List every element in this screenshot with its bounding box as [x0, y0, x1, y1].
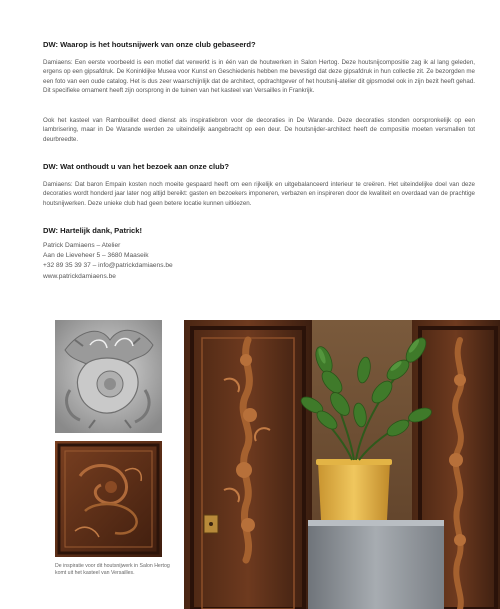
interior-photo — [184, 320, 500, 609]
carved-panel-illustration — [55, 441, 162, 557]
interior-illustration — [184, 320, 500, 609]
carved-panel-photo — [55, 441, 162, 557]
section-2-question: DW: Wat onthoudt u van het bezoek aan onze club? — [43, 162, 230, 171]
contact-name: Patrick Damiaens – Atelier — [43, 242, 121, 249]
contact-block — [43, 241, 243, 282]
plaster-cast-photo — [55, 320, 162, 433]
contact-website[interactable]: www.patrickdamiaens.be — [43, 272, 116, 280]
section-1-paragraph-2: Ook het kasteel van Rambouillet deed dienst als inspiratiebron voor de decoraties in De Warande. Deze decoraties stonden oorspronkelijk op een lambrisering, maar in De Warande werden ze uiteindelijk aangebracht op een deur. De houtsnijder-architect heeft de compositie moeten versmallen tot deurbreedte. — [43, 117, 475, 143]
contact-address: Aan de Lieveheer 5 – 3680 Maaseik — [43, 252, 149, 260]
image-caption: De inspiratie voor dit houtsnijwerk in Salon Hertog komt uit het kasteel van Versailles. — [55, 563, 170, 577]
section-2-paragraph-1: Damiaens: Dat baron Empain kosten noch moeite gespaard heeft om een rijkelijk en uitgebalanceerd interieur te creëren. Het uiteindelijke doel van deze decoraties wordt honderd jaar later nog altijd bereikt: gasten en bezoekers imponeren, verbazen en inspireren door de kwaliteit en overdaad van de prachtige houtsnijwerken. Deze unieke club had geen betere locatie kunnen uitkiezen. — [43, 181, 475, 207]
contact-phone-email: +32 89 35 39 37 – info@patrickdamiaens.be — [43, 262, 173, 270]
plaster-relief-illustration — [55, 320, 162, 433]
section-1-question: DW: Waarop is het houtsnijwerk van onze club gebaseerd? — [43, 40, 256, 49]
section-1-paragraph-1: Damiaens: Een eerste voorbeeld is een motief dat verwerkt is in één van de houtwerken in Salon Hertog. Deze houtsnijcompositie zag ik al lang geleden, ergens op een gipsafdruk. De Koninklijke Musea voor Kunst en Geschiedenis hebben me bevestigd dat deze gipsafdruk in hun collectie zit. Ze bezorgden me een foto van een oude catalog. Het is dus zeer waarschijnlijk dat de architect, opdrachtgever of het houtsnij-atelier dit gipsmodel ook in zijn bezit heeft gehad. Dit specifieke ornament heeft zijn oorsprong in de tuinen van het kasteel van Versailles in Frankrijk. — [43, 59, 475, 95]
section-3-question: DW: Hartelijk dank, Patrick! — [43, 226, 143, 235]
